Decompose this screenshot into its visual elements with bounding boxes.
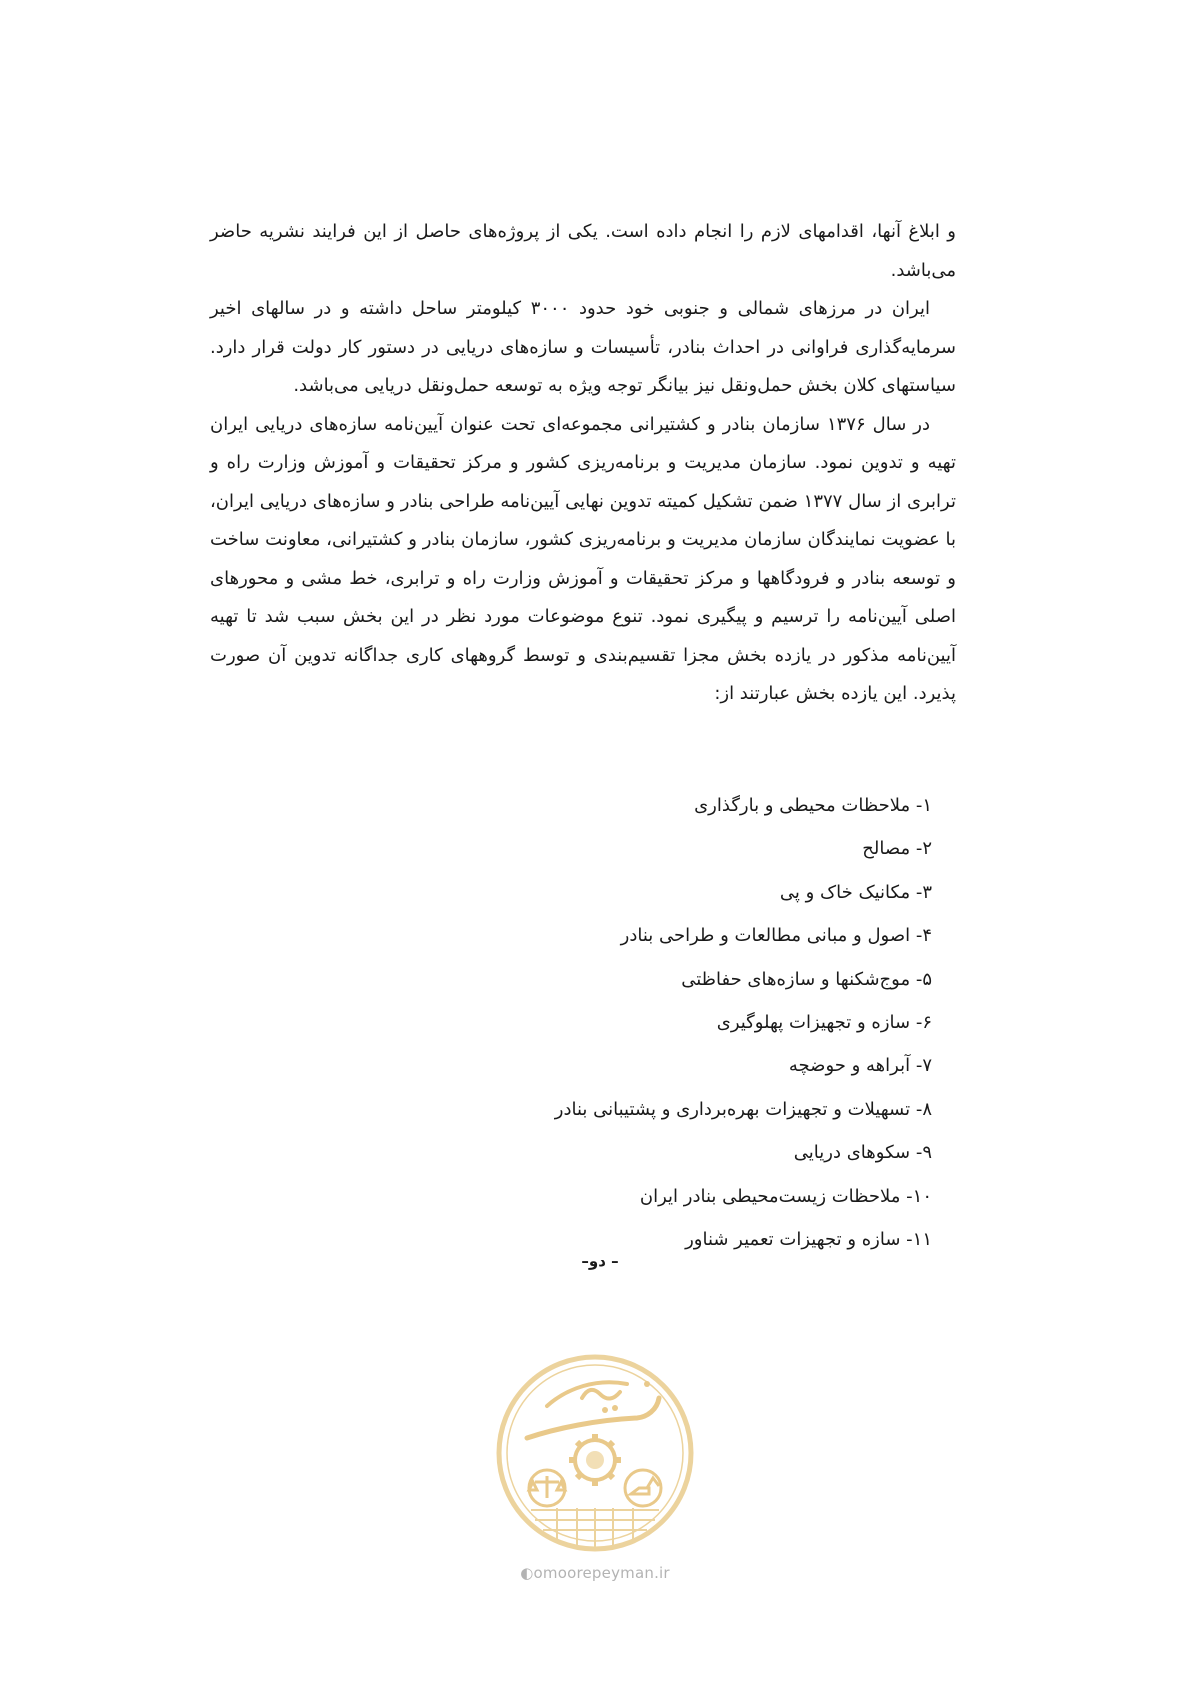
sections-list — [292, 784, 932, 1261]
watermark-logo-text — [527, 1381, 659, 1438]
globe-icon: ◐ — [520, 1564, 534, 1582]
list-item: ۹- سکوهای دریایی — [793, 1142, 932, 1164]
list-item: ۲- مصالح — [862, 838, 932, 860]
paragraph-intro: و ابلاغ آنها، اقدامهای لازم را انجام داده است. یکی از پروژه‌های حاصل از این فرایند نشریه حاضر می‌باشد. — [210, 221, 956, 281]
list-item: ۱۰- ملاحظات زیست‌محیطی بنادر ایران — [639, 1185, 932, 1207]
website-text: omoorepeyman.ir — [533, 1564, 670, 1582]
gear-icon — [569, 1434, 621, 1486]
page-number: – دو– — [581, 1252, 619, 1270]
watermark-logo — [487, 1348, 703, 1558]
watermark-website — [485, 1564, 705, 1582]
list-item: ۳- مکانیک خاک و پی — [779, 881, 932, 903]
list-item: ۸- تسهیلات و تجهیزات بهره‌برداری و پشتیبانی بنادر — [554, 1098, 932, 1120]
list-item: ۶- سازه و تجهیزات پهلوگیری — [716, 1012, 932, 1034]
scales-icon — [529, 1470, 565, 1506]
list-item: ۵- موج‌شکنها و سازه‌های حفاظتی — [681, 968, 932, 990]
body-text — [210, 213, 956, 714]
list-item: ۱- ملاحظات محیطی و بارگذاری — [694, 795, 932, 816]
list-item: ۴- اصول و مبانی مطالعات و طراحی بنادر — [620, 925, 932, 947]
paragraph-regulation-history: در سال ۱۳۷۶ سازمان بنادر و کشتیرانی مجموعه‌ای تحت عنوان آیین‌نامه سازه‌های دریایی ایران تهیه و تدوین نمود. سازمان مدیریت و برنامه‌ریزی کشور و مرکز تحقیقات و آموزش وزارت راه و ترابری از سال ۱۳۷۷ ضمن تشکیل کمیته تدوین نهایی آیین‌نامه طراحی بنادر و سازه‌های دریایی ایران، با عضویت نمایندگان سازمان مدیریت و برنامه‌ریزی کشور، سازمان بنادر و کشتیرانی، معاونت ساخت و توسعه بنادر و فرودگاهها و مرکز تحقیقات و آموزش وزارت راه و ترابری، خط مشی و محورهای اصلی آیین‌نامه را ترسیم و پیگیری نمود. تنوع موضوعات مورد نظر در این بخش سبب شد تا تهیه آیین‌نامه مذکور در یازده بخش مجزا تقسیم‌بندی و توسط گروههای کاری جداگانه تدوین آن صورت پذیرد. این یازده بخش عبارتند از: — [210, 413, 956, 704]
excavator-icon — [625, 1470, 661, 1506]
list-item: ۱۱- سازه و تجهیزات تعمیر شناور — [685, 1229, 932, 1251]
list-item: ۷- آبراهه و حوضچه — [788, 1055, 932, 1077]
paragraph-coastline: ایران در مرزهای شمالی و جنوبی خود حدود ۳۰۰۰ کیلومتر ساحل داشته و در سالهای اخیر سرمایه‌گذاری فراوانی در احداث بنادر، تأسیسات و سازه‌های دریایی در دستور کار دولت قرار دارد. سیاستهای کلان بخش حمل‌ونقل نیز بیانگر توجه ویژه به توسعه حمل‌ونقل دریایی می‌باشد. — [210, 298, 956, 396]
